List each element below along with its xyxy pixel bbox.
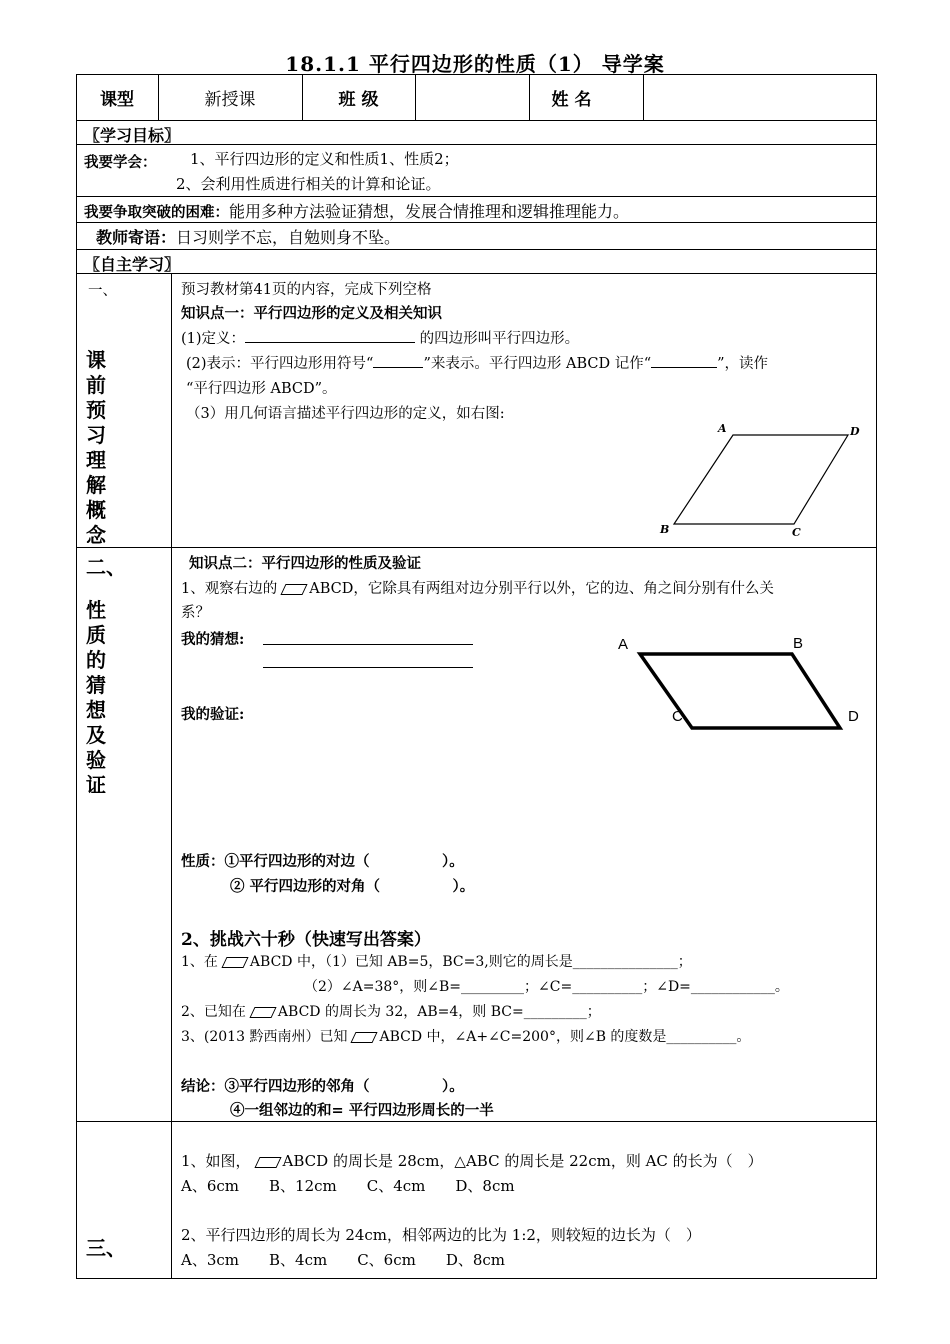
q3-text-a: 3、(2013 黔西南州）已知 <box>181 1029 348 1045</box>
class-field[interactable] <box>415 74 529 120</box>
notation-read: “平行四边形 ABCD”。 <box>186 381 337 397</box>
q2-text-b: ABCD 的周长为 32，AB=4，则 BC=_________； <box>277 1004 601 1020</box>
guess-answer-line-1[interactable] <box>263 644 473 645</box>
observe-text-a: 1、观察右边的 <box>181 581 278 597</box>
side-title-char: 念 <box>86 523 106 547</box>
side-title-char: 验 <box>86 748 106 772</box>
side-title-char: 猜 <box>86 673 106 697</box>
side-title-char: 证 <box>86 773 106 797</box>
parallelogram-symbol-icon <box>254 1157 281 1168</box>
lesson-type-label: 课型 <box>100 89 134 110</box>
conclusion-2: ④一组邻边的和= 平行四边形周长的一半 <box>230 1102 494 1119</box>
practice-1-options: A、6cm B、12cm C、4cm D、8cm <box>181 1177 515 1195</box>
part2-number: 二、 <box>86 555 126 579</box>
table-border <box>76 120 877 121</box>
learn-item-1: 1、平行四边形的定义和性质1、性质2； <box>190 150 459 168</box>
name-field[interactable] <box>643 74 876 120</box>
vertex-label-d: D <box>848 708 859 725</box>
table-border <box>76 222 877 223</box>
vertex-label-b: B <box>793 635 804 652</box>
teacher-text: 日习则学不忘，自勉则身不坠。 <box>176 228 401 247</box>
parallelogram-symbol-icon <box>249 1007 276 1018</box>
kp2-title: 知识点二：平行四边形的性质及验证 <box>189 555 421 572</box>
side-title-char: 习 <box>86 423 106 447</box>
part3-number: 三、 <box>86 1236 126 1260</box>
vertex-label-a: A <box>618 636 629 653</box>
parallelogram-symbol-icon <box>221 957 248 968</box>
property-2: ② 平行四边形的对角（ ）。 <box>230 878 475 895</box>
difficulty-label: 我要争取突破的困难： <box>84 204 229 221</box>
side-title-char: 的 <box>86 648 106 672</box>
p1-text-a: 1、如图， <box>181 1152 251 1170</box>
table-border <box>171 273 172 1278</box>
notation-text-b: ”来表示。平行四边形 ABCD 记作“ <box>423 356 652 372</box>
part1-number: 一、 <box>88 283 117 299</box>
geometry-description: （3）用几何语言描述平行四边形的定义，如右图: <box>186 406 505 422</box>
challenge-title: 2、挑战六十秒（快速写出答案） <box>181 930 431 950</box>
guess-answer-line-2[interactable] <box>263 667 473 668</box>
teacher-label: 教师寄语： <box>96 228 177 247</box>
practice-1-line <box>181 1150 763 1171</box>
learn-item-2: 2、会利用性质进行相关的计算和论证。 <box>176 175 441 193</box>
table-border <box>76 1278 877 1279</box>
p1-text-b: ABCD 的周长是 28cm，△ABC 的周长是 22cm，则 AC 的长为（ ） <box>282 1152 763 1170</box>
page-title: 18.1.1 平行四边形的性质（1） 导学案 <box>285 52 665 76</box>
table-border <box>76 547 877 548</box>
conclusion-1: 结论：③平行四边形的邻角（ ）。 <box>181 1078 464 1095</box>
vertex-label-b: B <box>660 523 670 536</box>
learn-label: 我要学会： <box>84 154 157 171</box>
side-title-char: 质 <box>86 623 106 647</box>
difficulty-row <box>84 199 629 222</box>
question-2-line <box>181 1001 601 1021</box>
side-title-char: 想 <box>86 698 106 722</box>
question-1-line <box>181 951 692 971</box>
parallelogram-figure-2 <box>610 630 870 730</box>
vertex-label-c: C <box>672 708 683 725</box>
q1-text-c: （2）∠A=38°，则∠B=_________；∠C=__________；∠D=____________。 <box>304 979 789 995</box>
side-title-char: 性 <box>86 598 106 622</box>
q3-text-b: ABCD 中，∠A+∠C=200°，则∠B 的度数是__________。 <box>379 1029 751 1045</box>
verify-label: 我的验证: <box>181 706 245 723</box>
notation-line <box>186 352 768 373</box>
observe-line <box>181 577 774 598</box>
practice-2-options: A、3cm B、4cm C、6cm D、8cm <box>181 1251 506 1269</box>
practice-2-text: 2、平行四边形的周长为 24cm，相邻两边的比为 1:2，则较短的边长为（ ） <box>181 1226 701 1244</box>
table-border <box>876 74 877 1278</box>
table-border <box>76 196 877 197</box>
side-title-char: 概 <box>86 498 106 522</box>
table-border <box>76 249 877 250</box>
q1-text-b: ABCD 中，（1）已知 AB=5，BC=3,则它的周长是_______________； <box>249 954 692 970</box>
notation-blank[interactable] <box>651 352 717 368</box>
parallelogram-symbol-icon <box>281 584 308 595</box>
table-border <box>76 273 877 274</box>
definition-suffix: 的四边形叫平行四边形。 <box>419 331 580 347</box>
question-3-line <box>181 1026 750 1046</box>
symbol-blank[interactable] <box>373 352 423 368</box>
name-label: 姓 名 <box>551 89 592 110</box>
vertex-label-c: C <box>792 526 801 539</box>
teacher-row <box>96 225 400 248</box>
guess-label: 我的猜想: <box>181 631 245 648</box>
side-title-char: 解 <box>86 473 106 497</box>
goals-heading: 〖学习目标〗 <box>84 126 181 145</box>
q2-text-a: 2、已知在 <box>181 1004 246 1020</box>
side-title-char: 理 <box>86 448 106 472</box>
parallelogram-shape <box>674 435 848 524</box>
definition-prefix: (1)定义： <box>181 331 246 347</box>
self-study-heading: 〖自主学习〗 <box>84 255 181 274</box>
q1-text-a: 1、在 <box>181 954 218 970</box>
property-1: 性质：①平行四边形的对边（ ）。 <box>181 853 464 870</box>
notation-text-a: (2)表示：平行四边形用符号“ <box>186 356 374 372</box>
parallelogram-symbol-icon <box>351 1032 378 1043</box>
vertex-label-d: D <box>850 425 860 438</box>
definition-line <box>181 327 579 348</box>
definition-blank[interactable] <box>245 327 415 343</box>
difficulty-text: 能用多种方法验证猜想，发展合情推理和逻辑推理能力。 <box>229 202 630 221</box>
side-title-char: 预 <box>86 398 106 422</box>
observe-text-b: ABCD，它除具有两组对边分别平行以外，它的边、角之间分别有什么关 <box>309 581 774 597</box>
parallelogram-shape-bold <box>640 654 840 728</box>
side-title-char: 及 <box>86 723 106 747</box>
vertex-label-a: A <box>718 422 727 435</box>
side-title-char: 课 <box>86 348 106 372</box>
observe-text-c: 系？ <box>181 605 210 621</box>
table-border <box>76 144 877 145</box>
class-label: 班 级 <box>338 89 379 110</box>
notation-text-c: ”，读作 <box>717 356 769 372</box>
table-border <box>76 74 77 1278</box>
lesson-type-value: 新授课 <box>204 89 256 110</box>
parallelogram-figure-1 <box>650 420 870 545</box>
part1-intro: 预习教材第41页的内容，完成下列空格 <box>181 282 432 298</box>
side-title-char: 前 <box>86 373 106 397</box>
kp1-title: 知识点一：平行四边形的定义及相关知识 <box>181 305 442 322</box>
table-border <box>76 1121 877 1122</box>
